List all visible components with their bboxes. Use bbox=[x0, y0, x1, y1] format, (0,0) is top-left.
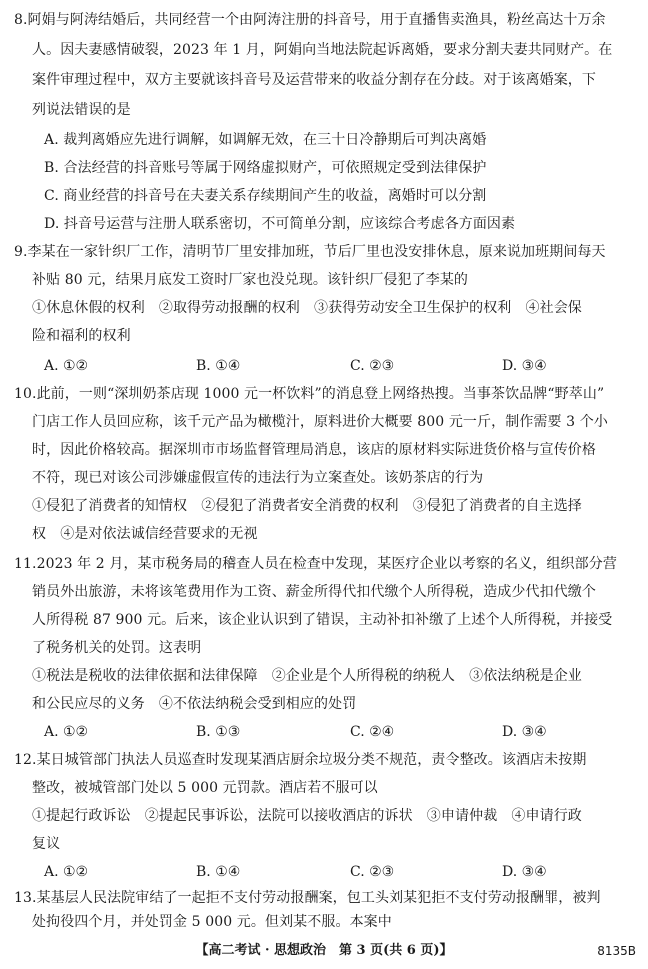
question-12-line-1: 12.某日城管部门执法人员巡查时发现某酒店厨余垃圾分类不规范，责令整改。该酒店未按期 bbox=[14, 752, 587, 768]
question-8-line-2: 人。因夫妻感情破裂，2023 年 1 月，阿娟向当地法院起诉离婚，要求分割夫妻共同财产。在 bbox=[32, 42, 613, 58]
question-9-choice-c: C. ②③ bbox=[350, 358, 395, 374]
question-13-line-1: 13.某基层人民法院审结了一起拒不支付劳动报酬案，包工头刘某犯拒不支付劳动报酬罪，被判 bbox=[14, 890, 601, 906]
question-8-option-c: C. 商业经营的抖音号在夫妻关系存续期间产生的收益，离婚时可以分割 bbox=[44, 188, 487, 204]
question-8-line-4: 列说法错误的是 bbox=[32, 102, 131, 118]
question-11-line-6: 和公民应尽的义务 ④不依法纳税会受到相应的处罚 bbox=[32, 696, 357, 712]
question-11-line-5: ①税法是税收的法律依据和法律保障 ②企业是个人所得税的纳税人 ③依法纳税是企业 bbox=[32, 668, 582, 684]
question-10-line-2: 门店工作人员回应称，该千元产品为橄榄汁，原料进价大概要 800 元一斤，制作需要 3 个小 bbox=[32, 414, 608, 430]
question-9-choice-a: A. ①② bbox=[44, 358, 89, 374]
question-9-line-4: 险和福利的权利 bbox=[32, 328, 131, 344]
question-11-choice-c: C. ②④ bbox=[350, 724, 395, 740]
question-11-line-3: 人所得税 87 900 元。后来，该企业认识到了错误，主动补扣补缴了上述个人所得税，并接受 bbox=[32, 612, 613, 628]
question-11-choice-b: B. ①③ bbox=[196, 724, 241, 740]
question-9-choice-b: B. ①④ bbox=[196, 358, 241, 374]
question-13-line-2: 处拘役四个月，并处罚金 5 000 元。但刘某不服。本案中 bbox=[32, 914, 392, 930]
question-12-line-2: 整改，被城管部门处以 5 000 元罚款。酒店若不服可以 bbox=[32, 780, 378, 796]
question-12-choice-d: D. ③④ bbox=[502, 864, 547, 880]
question-10-line-1: 10.此前，一则“深圳奶茶店现 1000 元一杯饮料”的消息登上网络热搜。当事茶饮品牌“野萃山” bbox=[14, 386, 605, 402]
question-11-line-2: 销员外出旅游，未将该笔费用作为工资、薪金所得代扣代缴个人所得税，造成少代扣代缴个 bbox=[32, 584, 596, 600]
question-8-line-3: 案件审理过程中，双方主要就该抖音号及运营带来的收益分割存在分歧。对于该离婚案，下 bbox=[32, 72, 596, 88]
page-footer bbox=[0, 940, 648, 962]
question-8-option-a: A. 裁判离婚应先进行调解，如调解无效，在三十日冷静期后可判决离婚 bbox=[44, 132, 487, 148]
question-11-choice-a: A. ①② bbox=[44, 724, 89, 740]
question-11-choice-d: D. ③④ bbox=[502, 724, 547, 740]
question-12-choice-c: C. ②③ bbox=[350, 864, 395, 880]
question-9-line-3: ①休息休假的权利 ②取得劳动报酬的权利 ③获得劳动安全卫生保护的权利 ④社会保 bbox=[32, 300, 582, 316]
footer-exam-code: 8135B bbox=[597, 944, 636, 958]
question-12-choice-b: B. ①④ bbox=[196, 864, 241, 880]
question-12-line-3: ①提起行政诉讼 ②提起民事诉讼，法院可以接收酒店的诉状 ③申请仲裁 ④申请行政 bbox=[32, 808, 582, 824]
question-8-option-d: D. 抖音号运营与注册人联系密切，不可简单分割，应该综合考虑各方面因素 bbox=[44, 216, 516, 232]
question-9-choice-d: D. ③④ bbox=[502, 358, 547, 374]
question-10-line-3: 时，因此价格较高。据深圳市市场监督管理局消息，该店的原材料实际进货价格与宣传价格 bbox=[32, 442, 596, 458]
footer-page-info: 【高二考试 · 思想政治 第 3 页(共 6 页)】 bbox=[195, 943, 453, 958]
question-11-line-4: 了税务机关的处罚。这表明 bbox=[32, 640, 202, 656]
question-8-line-1: 8.阿娟与阿涛结婚后，共同经营一个由阿涛注册的抖音号，用于直播售卖渔具，粉丝高达十万余 bbox=[14, 12, 606, 28]
question-9-line-1: 9.李某在一家针织厂工作，清明节厂里安排加班，节后厂里也没安排休息，原来说加班期间每天 bbox=[14, 244, 606, 260]
question-11-line-1: 11.2023 年 2 月，某市税务局的稽查人员在检查中发现，某医疗企业以考察的名义，组织部分营 bbox=[14, 556, 617, 572]
question-10-line-5: ①侵犯了消费者的知情权 ②侵犯了消费者安全消费的权利 ③侵犯了消费者的自主选择 bbox=[32, 498, 582, 514]
question-10-line-4: 不符，现已对该公司涉嫌虚假宣传的违法行为立案查处。该奶茶店的行为 bbox=[32, 470, 484, 486]
question-12-choice-a: A. ①② bbox=[44, 864, 89, 880]
question-12-line-4: 复议 bbox=[32, 836, 61, 852]
question-10-line-6: 权 ④是对依法诚信经营要求的无视 bbox=[32, 526, 258, 542]
question-8-option-b: B. 合法经营的抖音账号等属于网络虚拟财产，可依照规定受到法律保护 bbox=[44, 160, 487, 176]
question-9-line-2: 补贴 80 元，结果月底发工资时厂家也没兑现。该针织厂侵犯了李某的 bbox=[32, 272, 469, 288]
